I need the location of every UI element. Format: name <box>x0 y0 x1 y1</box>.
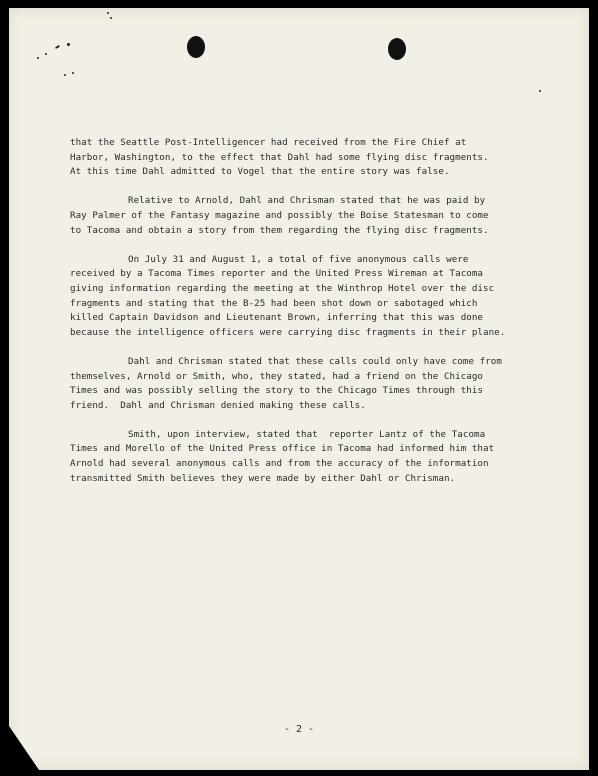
memo-line-text: transmitted Smith believes they were made by either Dahl or Chrisman. <box>70 472 456 484</box>
memo-line-text: Dahl and Chrisman stated that these calls could only have come from <box>128 355 502 367</box>
punch-hole-left <box>187 36 205 58</box>
memo-line-text: Harbor, Washington, to the effect that Dahl had some flying disc fragments. <box>70 151 489 163</box>
memo-paragraph <box>70 253 560 341</box>
memo-line-text: to Tacoma and obtain a story from them regarding the flying disc fragments. <box>70 224 489 236</box>
memo-line <box>70 224 560 239</box>
ink-speck <box>55 45 60 49</box>
memo-body <box>70 136 560 501</box>
memo-line <box>70 194 560 209</box>
memo-line <box>70 384 560 399</box>
ink-speck <box>110 17 112 19</box>
memo-line-text: killed Captain Davidson and Lieutenant Brown, inferring that this was done <box>70 312 484 324</box>
memo-line-text: On July 31 and August 1, a total of five anonymous calls were <box>128 253 469 265</box>
memo-line <box>70 472 560 487</box>
memo-line-text: At this time Dahl admitted to Vogel that the entire story was false. <box>70 166 450 178</box>
memo-line <box>70 165 560 180</box>
memo-line-text: Ray Palmer of the Fantasy magazine and possibly the Boise Statesman to come <box>70 209 489 221</box>
memo-line-text: Smith, upon interview, stated that reporter Lantz of the Tacoma <box>128 428 486 440</box>
memo-paragraph <box>70 428 560 486</box>
memo-line <box>70 442 560 457</box>
memo-line-text: received by a Tacoma Times reporter and the United Press Wireman at Tacoma <box>70 268 484 280</box>
memo-paragraph <box>70 355 560 413</box>
corner-tear <box>9 726 39 770</box>
memo-line <box>70 355 560 370</box>
ink-speck <box>107 12 109 14</box>
memo-line-text: giving information regarding the meeting at the Winthrop Hotel over the disc <box>70 282 495 294</box>
memo-line <box>70 370 560 385</box>
memo-line-text: Times and was possibly selling the story to the Chicago Times through this <box>70 385 484 397</box>
memo-line <box>70 311 560 326</box>
memo-line <box>70 253 560 268</box>
memo-line <box>70 282 560 297</box>
memo-line <box>70 267 560 282</box>
memo-line <box>70 209 560 224</box>
memo-line <box>70 428 560 443</box>
memo-line-text: Relative to Arnold, Dahl and Chrisman stated that he was paid by <box>128 195 486 207</box>
memo-line-text: fragments and stating that the B-25 had been shot down or sabotaged which <box>70 297 478 309</box>
memo-line-text: friend. Dahl and Chrisman denied making these calls. <box>70 399 366 411</box>
memo-line <box>70 326 560 341</box>
ink-speck <box>64 74 66 76</box>
punch-hole-right <box>388 38 406 60</box>
memo-line <box>70 399 560 414</box>
memo-line <box>70 457 560 472</box>
paper-sheet <box>9 8 589 770</box>
ink-speck <box>67 43 70 46</box>
memo-line-text: because the intelligence officers were carrying disc fragments in their plane. <box>70 326 506 338</box>
memo-line-text: themselves, Arnold or Smith, who, they stated, had a friend on the Chicago <box>70 370 484 382</box>
ink-speck <box>539 90 541 92</box>
memo-paragraph <box>70 136 560 180</box>
memo-line <box>70 297 560 312</box>
memo-line <box>70 136 560 151</box>
ink-speck <box>37 57 39 59</box>
memo-line-text: that the Seattle Post-Intelligencer had received from the Fire Chief at <box>70 137 467 148</box>
memo-line <box>70 151 560 166</box>
ink-speck <box>72 72 74 74</box>
memo-paragraph <box>70 194 560 238</box>
page-number: - 2 - <box>283 724 315 735</box>
memo-line-text: Arnold had several anonymous calls and from the accuracy of the information <box>70 458 489 470</box>
memo-line-text: Times and Morello of the United Press office in Tacoma had informed him that <box>70 443 495 455</box>
ink-speck <box>45 53 47 55</box>
